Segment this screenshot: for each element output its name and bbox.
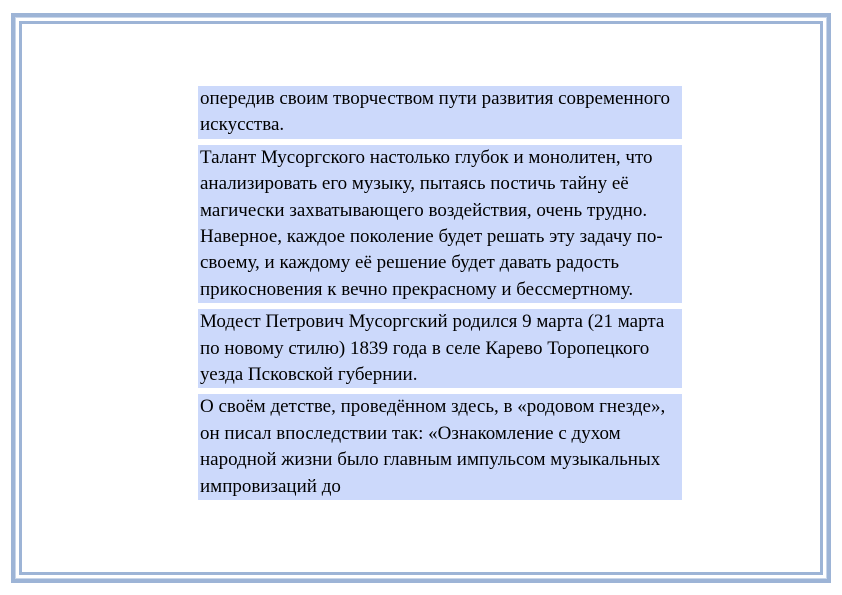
paragraph-1: опередив своим творчеством пути развития современного искусства. [198, 86, 682, 139]
paragraph-3: Модест Петрович Мусоргский родился 9 марта (21 марта по новому стилю) 1839 года в селе Карево Торопецкого уезда Псковской губернии. [198, 309, 682, 388]
paragraph-4: О своём детстве, проведённом здесь, в «родовом гнезде», он писал впоследствии так: «Ознакомление с духом народной жизни было главным импульсом музыкальных импровизаций до [198, 394, 682, 500]
text-block [198, 86, 682, 551]
paragraph-2: Талант Мусоргского настолько глубок и монолитен, что анализировать его музыку, пытаясь постичь тайну её магически захватывающего воздействия, очень трудно. Наверное, каждое поколение будет решать эту задачу по-своему, и каждому её решение будет давать радость прикосновения к вечно прекрасному и бессмертному. [198, 145, 682, 303]
